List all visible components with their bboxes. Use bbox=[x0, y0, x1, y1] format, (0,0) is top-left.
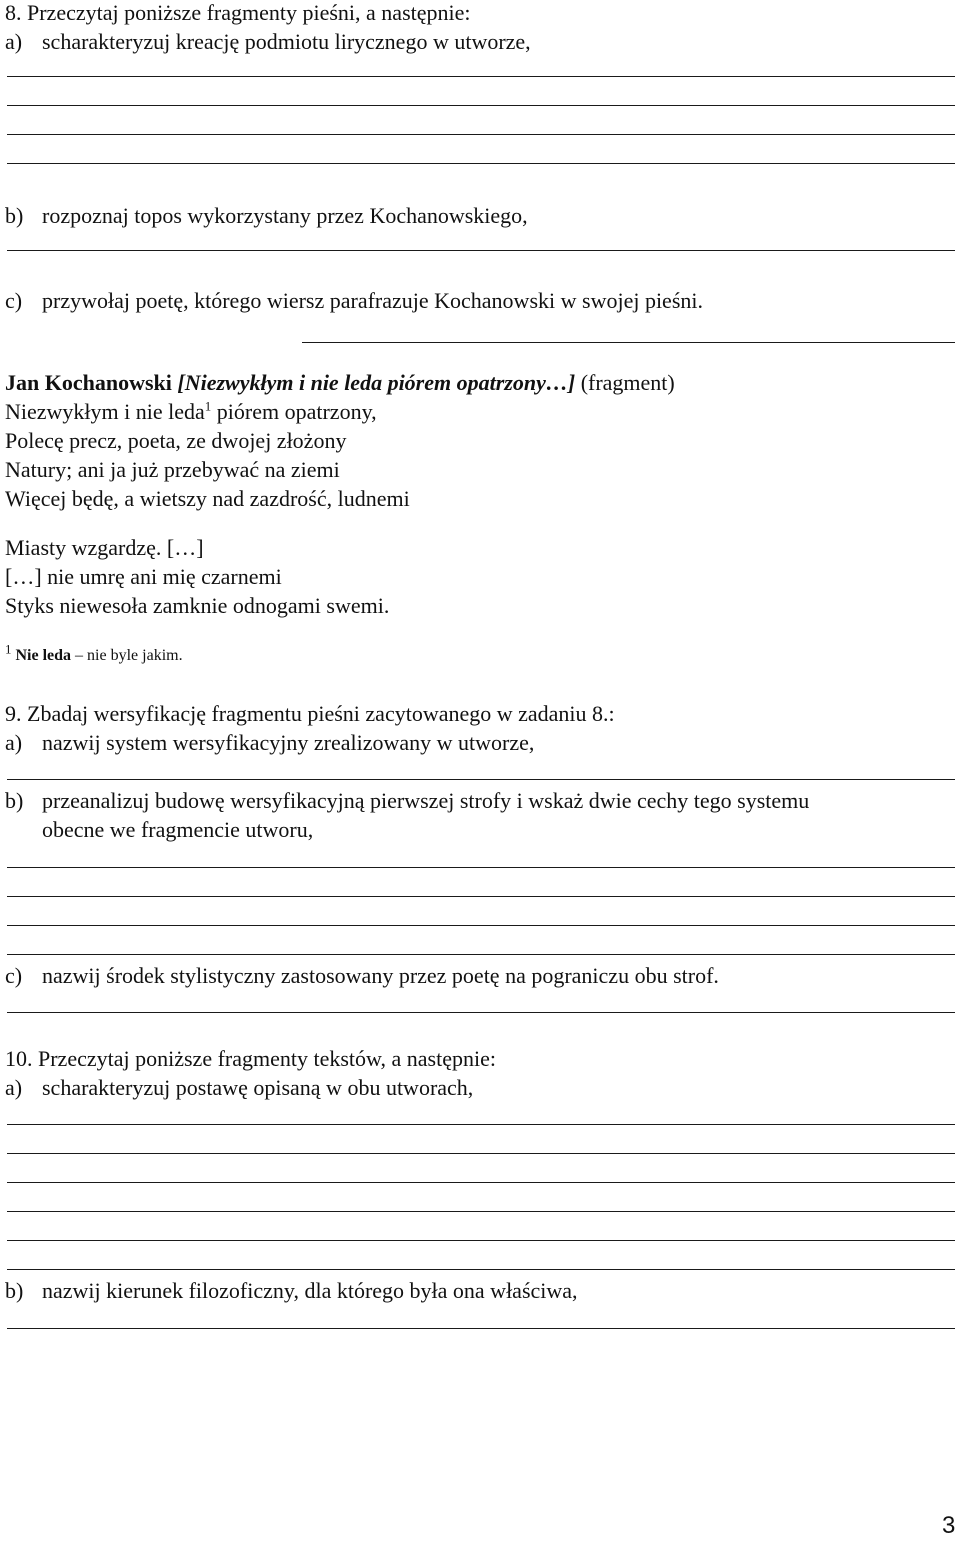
poem-line-part: piórem opatrzony, bbox=[216, 399, 377, 424]
task10-intro: 10. Przeczytaj poniższe fragmenty tekstów, a następnie: bbox=[5, 1046, 496, 1071]
task10-b bbox=[5, 1278, 578, 1304]
item-text: nazwij środek stylistyczny zastosowany przez poetę na pograniczu obu strof. bbox=[42, 963, 719, 988]
task9-b-continued: obecne we fragmencie utworu, bbox=[42, 817, 314, 842]
footnote-marker: 1 bbox=[204, 398, 212, 414]
item-label: a) bbox=[5, 29, 23, 54]
task10-a bbox=[5, 1075, 473, 1101]
answer-line[interactable] bbox=[7, 1124, 955, 1125]
item-label: b) bbox=[5, 203, 24, 228]
item-text: rozpoznaj topos wykorzystany przez Kochanowskiego, bbox=[42, 203, 528, 228]
item-text: nazwij kierunek filozoficzny, dla którego była ona właściwa, bbox=[42, 1278, 578, 1303]
poem-line: […] nie umrę ani mię czarnemi bbox=[5, 564, 282, 589]
answer-line[interactable] bbox=[7, 954, 955, 955]
task8-intro: 8. Przeczytaj poniższe fragmenty pieśni, a następnie: bbox=[5, 0, 471, 25]
task8-a bbox=[5, 29, 531, 55]
item-label: b) bbox=[5, 1278, 24, 1303]
item-label: c) bbox=[5, 288, 23, 313]
answer-line[interactable] bbox=[7, 779, 955, 780]
item-text: scharakteryzuj kreację podmiotu lirycznego w utworze, bbox=[42, 29, 531, 54]
answer-line[interactable] bbox=[7, 105, 955, 106]
item-label: a) bbox=[5, 730, 23, 755]
poem-line bbox=[5, 399, 377, 425]
task9-b bbox=[5, 788, 809, 814]
answer-line[interactable] bbox=[7, 250, 955, 251]
footnote-definition: – nie byle jakim. bbox=[75, 647, 183, 664]
answer-line[interactable] bbox=[7, 134, 955, 135]
poem-line: Natury; ani ja już przebywać na ziemi bbox=[5, 457, 340, 482]
answer-line[interactable] bbox=[302, 342, 955, 343]
item-label: a) bbox=[5, 1075, 23, 1100]
poem-line: Polecę precz, poeta, ze dwojej złożony bbox=[5, 428, 347, 453]
task8-b bbox=[5, 203, 528, 229]
item-text: przeanalizuj budowę wersyfikacyjną pierwszej strofy i wskaż dwie cechy tego systemu bbox=[42, 788, 810, 813]
answer-line[interactable] bbox=[7, 76, 955, 77]
answer-line[interactable] bbox=[7, 1012, 955, 1013]
item-text: scharakteryzuj postawę opisaną w obu utworach, bbox=[42, 1075, 474, 1100]
task9-a bbox=[5, 730, 534, 756]
answer-line[interactable] bbox=[7, 1240, 955, 1241]
footnote bbox=[5, 641, 183, 667]
poem-note: (fragment) bbox=[580, 370, 675, 395]
item-text: nazwij system wersyfikacyjny zrealizowany w utworze, bbox=[42, 730, 535, 755]
poem-title: [Niezwykłym i nie leda piórem opatrzony…] bbox=[177, 370, 576, 395]
task8-c bbox=[5, 288, 703, 314]
poem-line: Miasty wzgardzę. […] bbox=[5, 535, 204, 560]
poem-heading bbox=[5, 370, 675, 396]
page-number: 3 bbox=[942, 1512, 956, 1539]
footnote-number: 1 bbox=[5, 641, 12, 657]
item-label: c) bbox=[5, 963, 23, 988]
item-text: przywołaj poetę, którego wiersz parafrazuje Kochanowski w swojej pieśni. bbox=[42, 288, 703, 313]
poem-line-part: Niezwykłym i nie leda bbox=[5, 399, 205, 424]
task9-intro: 9. Zbadaj wersyfikację fragmentu pieśni zacytowanego w zadaniu 8.: bbox=[5, 701, 615, 726]
answer-line[interactable] bbox=[7, 1211, 955, 1212]
answer-line[interactable] bbox=[7, 1182, 955, 1183]
poem-line: Więcej będę, a wietszy nad zazdrość, ludnemi bbox=[5, 486, 410, 511]
poem-author: Jan Kochanowski bbox=[5, 370, 172, 395]
item-label: b) bbox=[5, 788, 24, 813]
footnote-term: Nie leda bbox=[15, 647, 72, 664]
answer-line[interactable] bbox=[7, 896, 955, 897]
task9-c bbox=[5, 963, 719, 989]
answer-line[interactable] bbox=[7, 163, 955, 164]
answer-line[interactable] bbox=[7, 1328, 955, 1329]
answer-line[interactable] bbox=[7, 1269, 955, 1270]
poem-line: Styks niewesoła zamknie odnogami swemi. bbox=[5, 593, 390, 618]
answer-line[interactable] bbox=[7, 1153, 955, 1154]
answer-line[interactable] bbox=[7, 925, 955, 926]
answer-line[interactable] bbox=[7, 867, 955, 868]
